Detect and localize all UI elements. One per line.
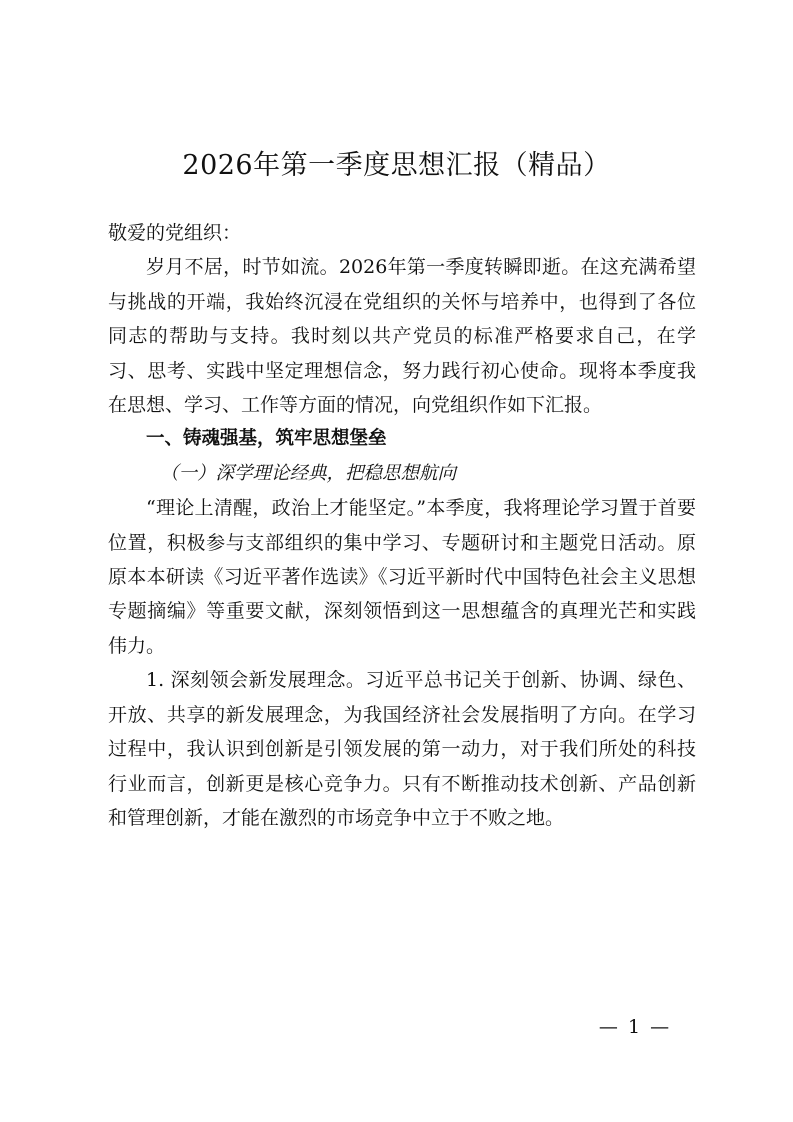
intro-paragraph: 岁月不居，时节如流。2026年第一季度转瞬即逝。在这充满希望与挑战的开端，我始终沉浸在党组织的关怀与培养中，也得到了各位同志的帮助与支持。我时刻以共产党员的标准严格要求自己，在学习、思考、实践中坚定理想信念，努力践行初心使命。现将本季度我在思想、学习、工作等方面的情况，向党组织作如下汇报。: [108, 256, 696, 417]
item-paragraph-1: 1. 深刻领会新发展理念。习近平总书记关于创新、协调、绿色、开放、共享的新发展理念，为我国经济社会发展指明了方向。在学习过程中，我认识到创新是引领发展的第一动力，对于我们所处的科技行业而言，创新更是核心竞争力。只有不断推动技术创新、产品创新和管理创新，才能在激烈的市场竞争中立于不败之地。: [108, 669, 696, 829]
document-title: 2026年第一季度思想汇报（精品）: [182, 150, 611, 181]
salutation: 敬爱的党组织：: [108, 222, 242, 244]
subsection-heading-1: （一）深学理论经典，把稳思想航向: [160, 462, 457, 484]
document-body: [108, 216, 696, 835]
subsection-paragraph-1: “理论上清醒，政治上才能坚定。”本季度，我将理论学习置于首要位置，积极参与支部组织的集中学习、专题研讨和主题党日活动。原原本本研读《习近平著作选读》《习近平新时代中国特色社会主义思想专题摘编》等重要文献，深刻领悟到这一思想蕴含的真理光芒和实践伟力。: [108, 497, 696, 657]
section-heading-1: 一、铸魂强基，筑牢思想堡垒: [146, 428, 387, 450]
page-number: — 1 —: [598, 1016, 672, 1038]
